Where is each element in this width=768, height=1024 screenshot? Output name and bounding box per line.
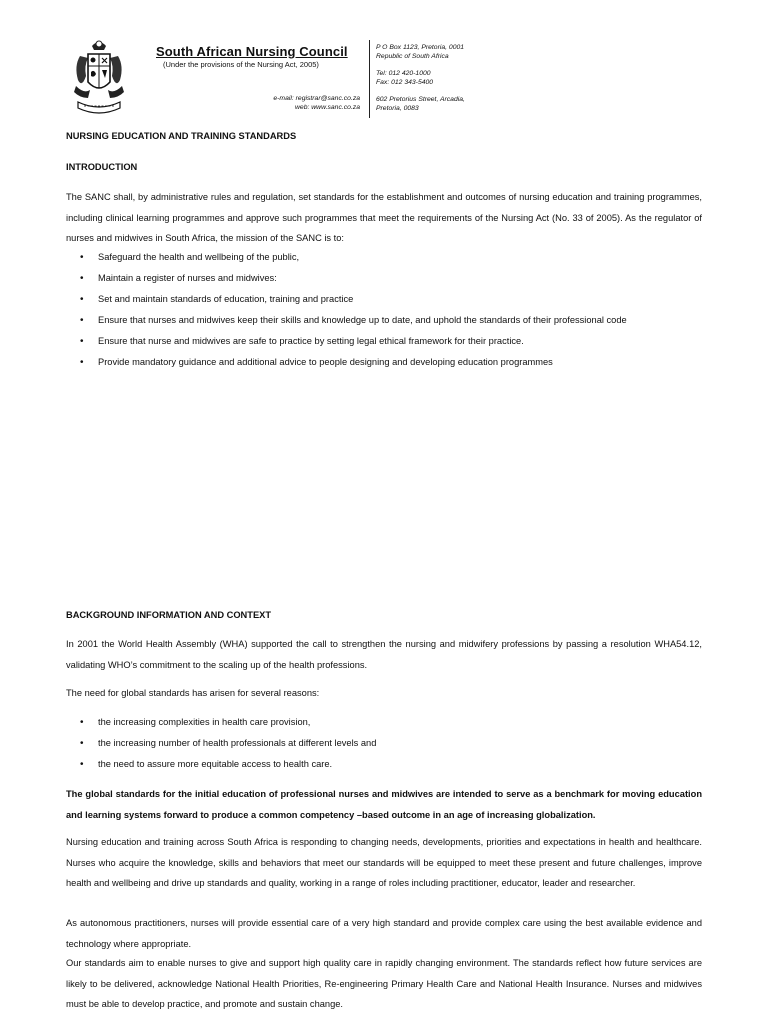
global-standards-paragraph: The global standards for the initial education of professional nurses and midwives are intended to serve as a benchmark for moving education and learning systems forward to produce a common competency –based outcome in an age of increasing globalization. — [66, 789, 702, 820]
introduction-heading: INTRODUCTION — [66, 162, 138, 172]
organization-name: South African Nursing Council — [156, 44, 348, 59]
list-item: • the need to assure more equitable access to health care. — [66, 754, 702, 775]
phone-block — [376, 69, 433, 87]
autonomous-paragraph: As autonomous practitioners, nurses will provide essential care of a very high standard and provide complex care using the best available evidence and technology where appropriate. — [66, 918, 702, 949]
web-line[interactable]: web: www.sanc.co.za — [295, 104, 360, 111]
address-line: Republic of South Africa — [376, 53, 449, 60]
mission-list — [66, 247, 702, 373]
list-item: • Maintain a register of nurses and midwives: — [66, 268, 702, 289]
fax-line: Fax: 012 343-5400 — [376, 79, 434, 86]
street-address — [376, 95, 465, 113]
list-item: • Safeguard the health and wellbeing of the public, — [66, 247, 702, 268]
list-item: • Provide mandatory guidance and additional advice to people designing and developing education programmes — [66, 352, 702, 373]
background-paragraph: In 2001 the World Health Assembly (WHA) supported the call to strengthen the nursing and midwifery professions by passing a resolution WHA54.12, validating WHO’s commitment to the scaling up of the health professions. — [66, 639, 702, 670]
address-line: P O Box 1123, Pretoria, 0001 — [376, 44, 465, 51]
list-item: • the increasing number of health professionals at different levels and — [66, 733, 702, 754]
education-paragraph: Nursing education and training across South Africa is responding to changing needs, developments, priorities and expectations in health and healthcare. Nurses who acquire the knowledge, skills and behaviors that meet our standards will be equipped to meet these present and future challenges, improve health and wellbeing and drive up standards and quality, working in a range of roles including practitioner, educator, leader and researcher. — [66, 837, 702, 888]
coat-of-arms-icon — [70, 36, 128, 120]
introduction-paragraph: The SANC shall, by administrative rules and regulation, set standards for the establishment and outcomes of nursing education and training programmes, including clinical learning programmes and approve such programmes that meet the requirements of the Nursing Act (No. 33 of 2005). As the regulator of nurses and midwives in South Africa, the mission of the SANC is to: — [66, 192, 702, 243]
standards-paragraph: Our standards aim to enable nurses to give and support high quality care in rapidly changing environment. The standards reflect how future services are likely to be delivered, acknowledge National Health Priorities, Re-engineering Primary Health Care and National Health Insurance. Nurses and midwives must be able to develop practice, and promote and sustain change. — [66, 958, 702, 1009]
list-item: • the increasing complexities in health care provision, — [66, 712, 702, 733]
address-line: Pretoria, 0083 — [376, 105, 419, 112]
list-item: • Set and maintain standards of education, training and practice — [66, 289, 702, 310]
list-item: • Ensure that nurse and midwives are safe to practice by setting legal ethical framework for their practice. — [66, 331, 702, 352]
address-line: 602 Pretorius Street, Arcadia, — [376, 96, 465, 103]
background-heading: BACKGROUND INFORMATION AND CONTEXT — [66, 610, 272, 620]
organization-subtitle: (Under the provisions of the Nursing Act, 2005) — [163, 60, 319, 69]
email-line[interactable]: e-mail: registrar@sanc.co.za — [273, 95, 360, 102]
need-paragraph: The need for global standards has arisen for several reasons: — [66, 688, 320, 698]
reasons-list — [66, 712, 702, 775]
letterhead-divider — [369, 40, 370, 118]
phone-line: Tel: 012 420-1000 — [376, 70, 431, 77]
list-item: • Ensure that nurses and midwives keep their skills and knowledge up to date, and uphold the standards of their professional code — [66, 310, 702, 331]
document-title: NURSING EDUCATION AND TRAINING STANDARDS — [66, 131, 297, 141]
postal-address — [376, 43, 464, 61]
